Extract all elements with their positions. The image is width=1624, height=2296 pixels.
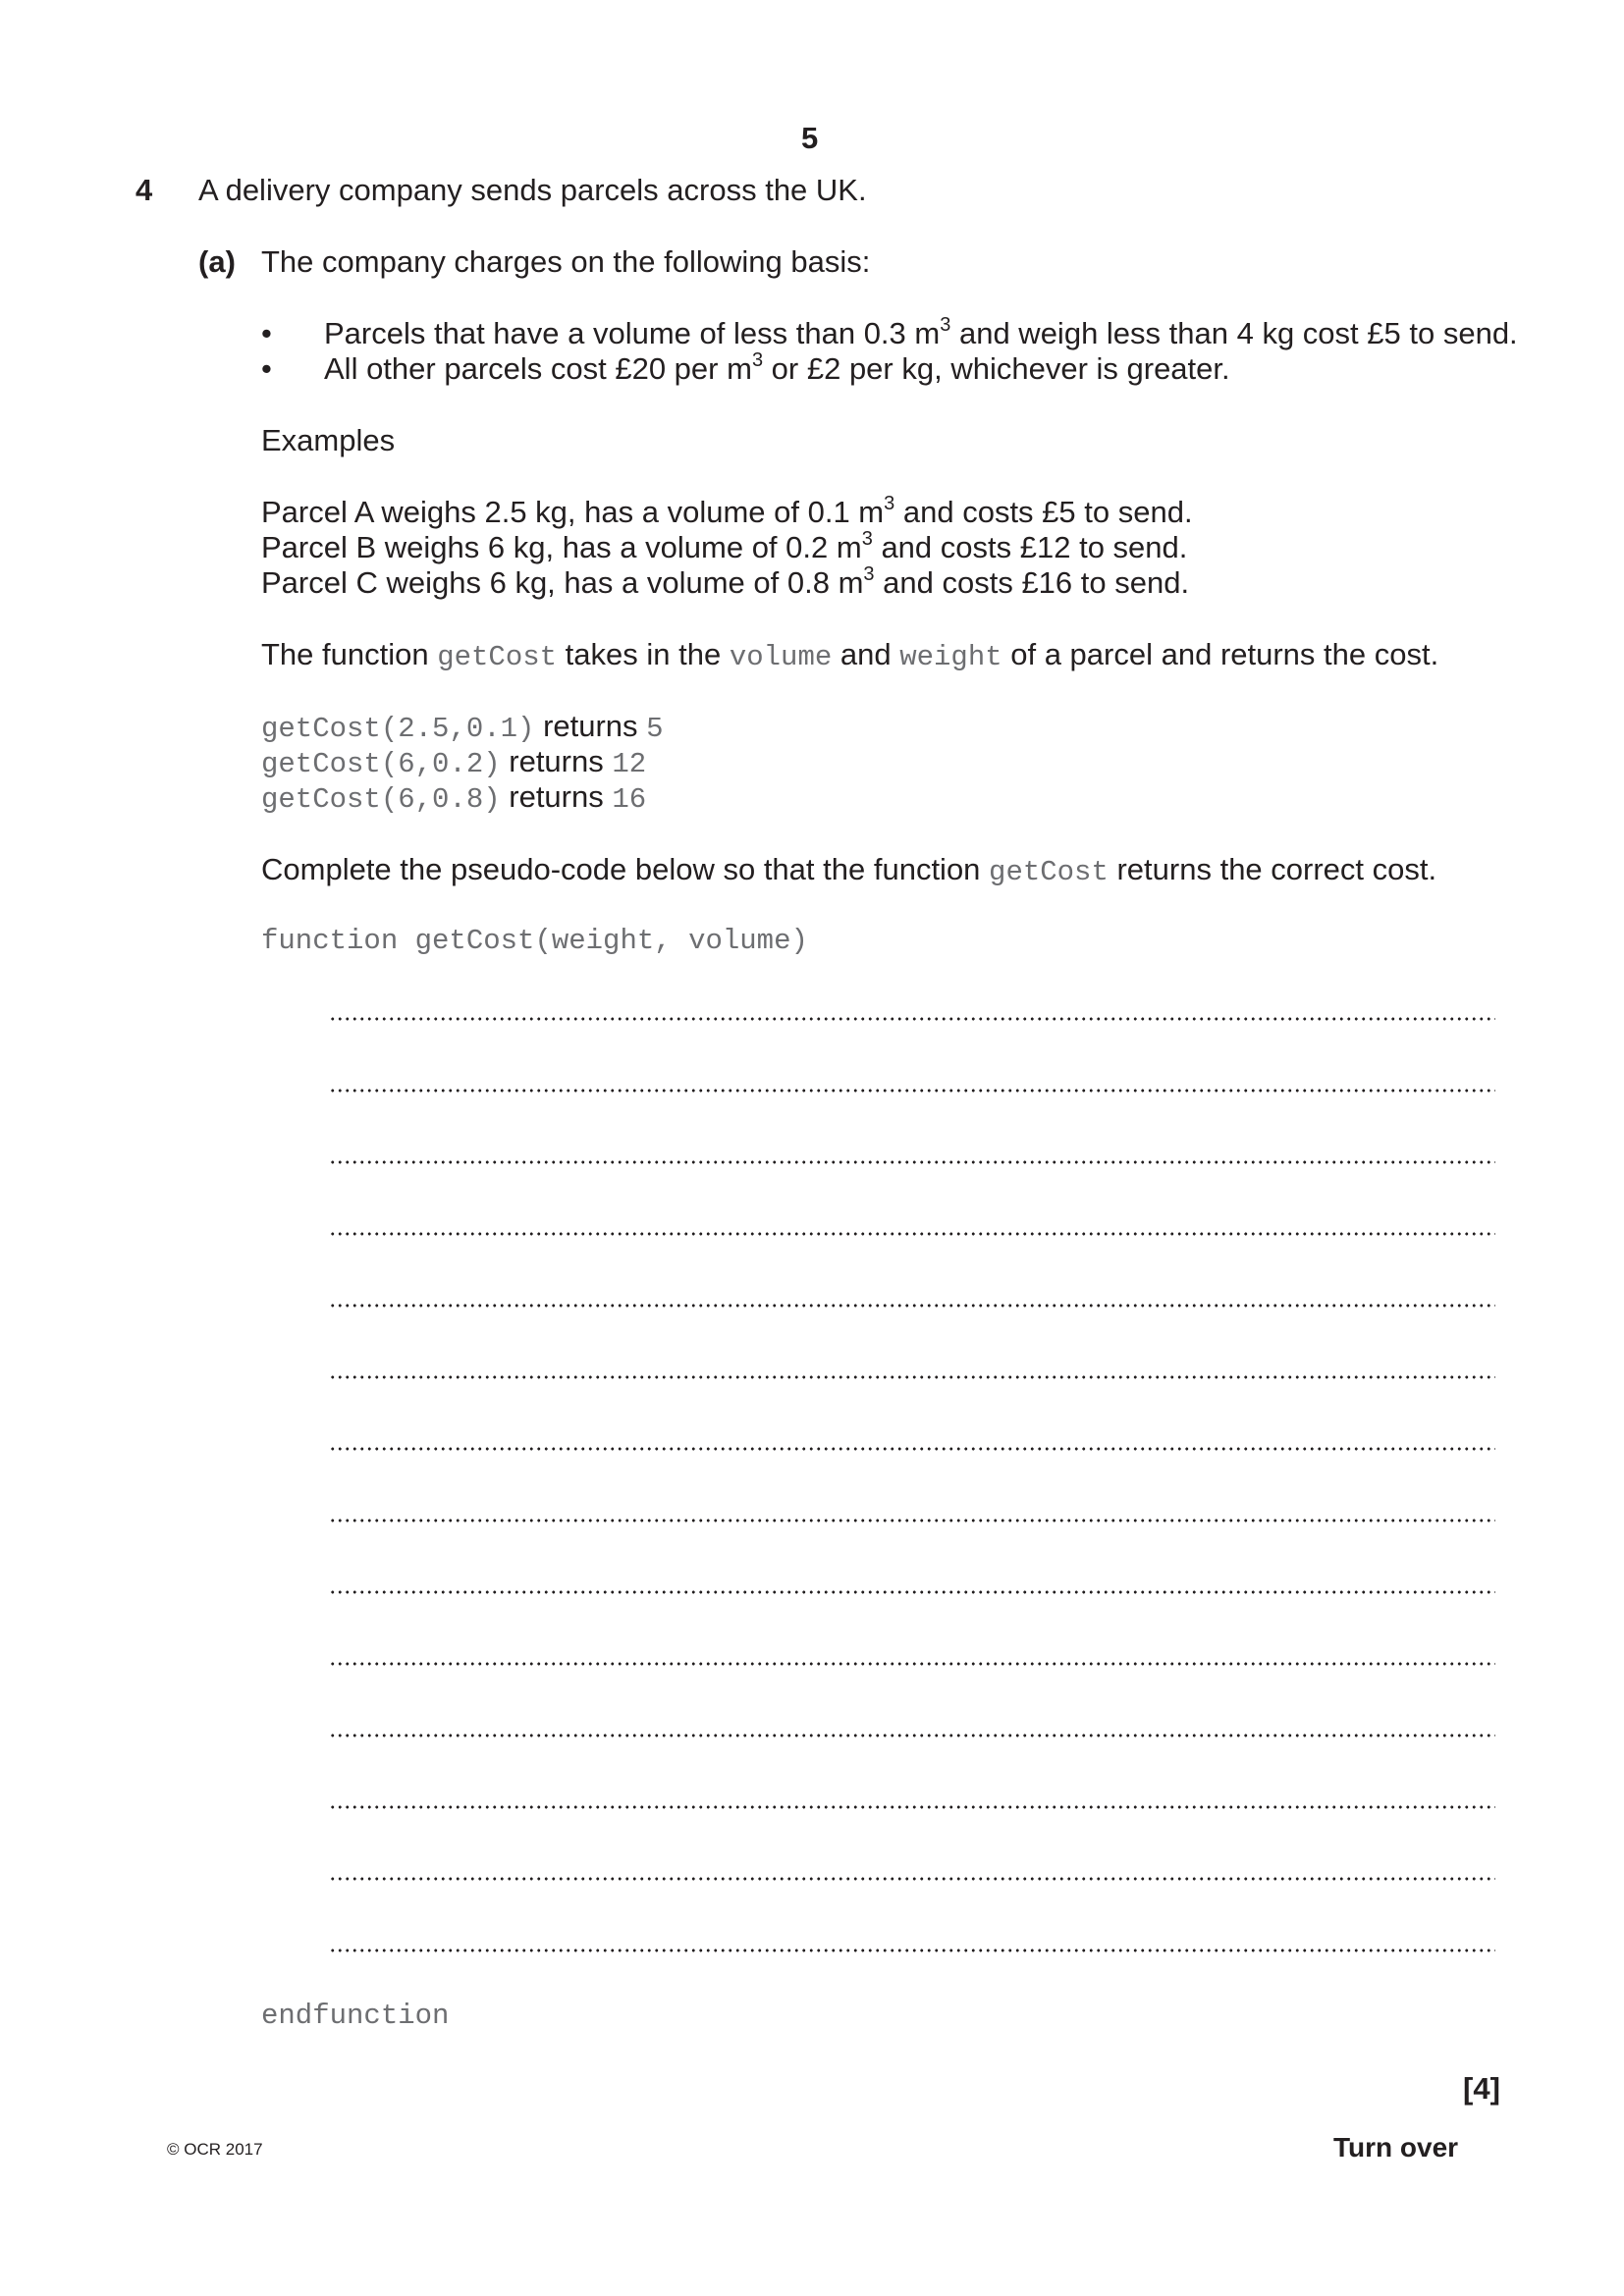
function-description: The function getCost takes in the volume and weight of a parcel and returns the cost. xyxy=(261,637,1439,673)
answer-line[interactable] xyxy=(329,1447,1495,1451)
bullet-marker: • xyxy=(261,351,272,386)
instruction: Complete the pseudo-code below so that the function getCost returns the correct cost. xyxy=(261,852,1437,888)
page-number: 5 xyxy=(801,121,819,155)
answer-line[interactable] xyxy=(329,1089,1495,1093)
answer-line[interactable] xyxy=(329,1590,1495,1594)
example-parcel-a: Parcel A weighs 2.5 kg, has a volume of 0.1 $m^3$ and costs £5 to send. xyxy=(261,492,1193,529)
answer-line[interactable] xyxy=(329,1734,1495,1737)
question-stem: A delivery company sends parcels across the UK. xyxy=(198,173,867,207)
answer-line[interactable] xyxy=(329,1232,1495,1236)
example-parcel-c: Parcel C weighs 6 kg, has a volume of 0.8 $m^3$ and costs £16 to send. xyxy=(261,562,1190,600)
examples-heading: Examples xyxy=(261,423,396,457)
answer-line[interactable] xyxy=(329,1519,1495,1522)
answer-line[interactable] xyxy=(329,1805,1495,1809)
turn-over: Turn over xyxy=(1333,2132,1459,2163)
answer-line[interactable] xyxy=(329,1662,1495,1666)
part-label: (a) xyxy=(198,244,236,279)
marks: [4] xyxy=(1463,2071,1500,2106)
example-call: getCost(6,0.2) returns 12 xyxy=(261,744,647,780)
answer-line[interactable] xyxy=(329,1375,1495,1379)
function-footer: endfunction xyxy=(261,2000,450,2032)
part-intro: The company charges on the following basis: xyxy=(261,244,871,279)
function-header: function getCost(weight, volume) xyxy=(261,925,808,957)
answer-line[interactable] xyxy=(329,1017,1495,1021)
answer-line[interactable] xyxy=(329,1304,1495,1308)
answer-line[interactable] xyxy=(329,1877,1495,1881)
question-number: 4 xyxy=(135,173,153,207)
answer-line[interactable] xyxy=(329,1160,1495,1164)
copyright: © OCR 2017 xyxy=(167,2140,263,2159)
example-parcel-b: Parcel B weighs 6 kg, has a volume of 0.2 $m^3$ and costs £12 to send. xyxy=(261,527,1188,564)
bullet-item: All other parcels cost £20 per $m^3$ or £2 per kg, whichever is greater. xyxy=(324,348,1230,386)
bullet-item: Parcels that have a volume of less than 0.3 $m^3$ and weigh less than 4 kg cost £5 to send. xyxy=(324,313,1518,350)
answer-line[interactable] xyxy=(329,1949,1495,1952)
example-call: getCost(6,0.8) returns 16 xyxy=(261,779,647,816)
example-call: getCost(2.5,0.1) returns 5 xyxy=(261,709,664,745)
bullet-marker: • xyxy=(261,316,272,350)
